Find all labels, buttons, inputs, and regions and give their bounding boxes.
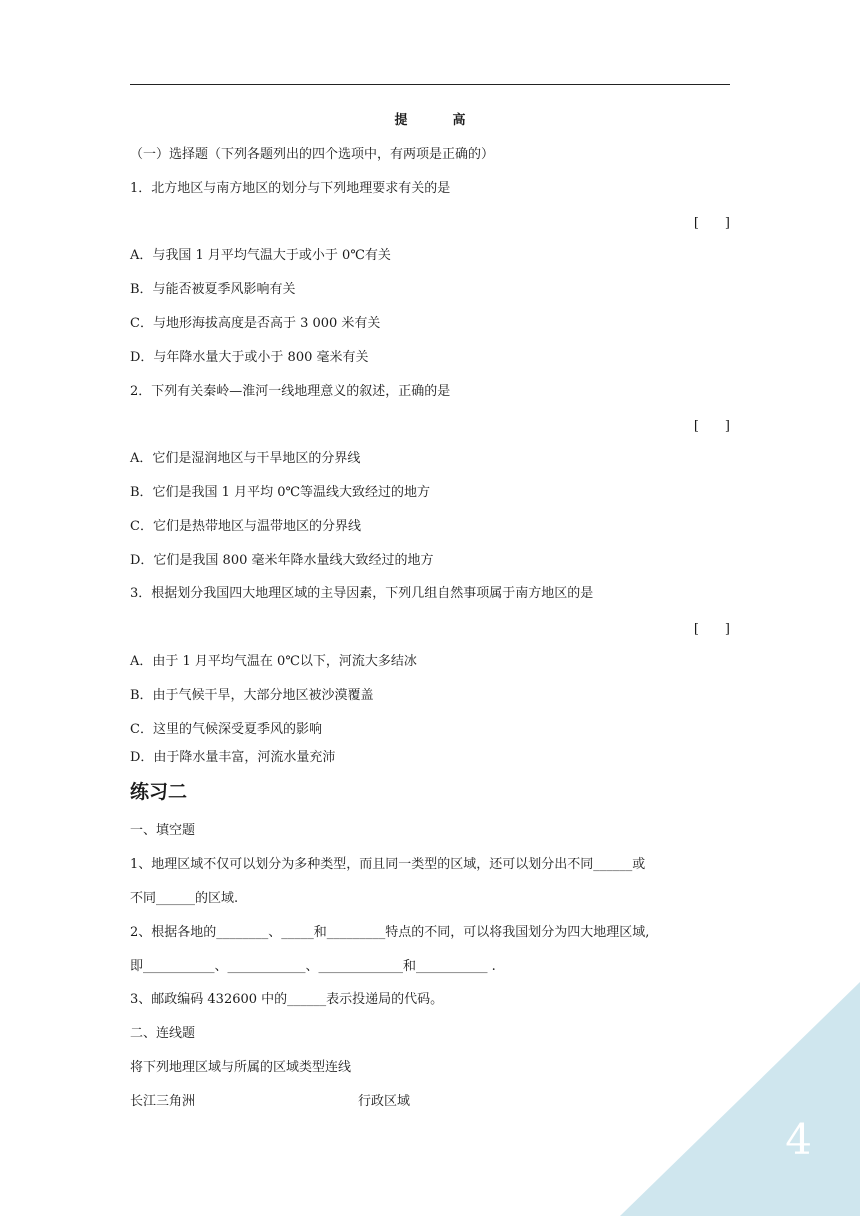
question-1-stem: 1．北方地区与南方地区的划分与下列地理要求有关的是 bbox=[130, 181, 451, 196]
question-1-option-a: A．与我国 1 月平均气温大于或小于 0℃有关 bbox=[130, 248, 391, 263]
fill-blank-line-2: 不同______的区域. bbox=[130, 891, 239, 906]
question-2-option-b: B．它们是我国 1 月平均 0℃等温线大致经过的地方 bbox=[130, 485, 431, 500]
question-3-option-d: D．由于降水量丰富，河流水量充沛 bbox=[130, 750, 336, 765]
question-3-option-b: B．由于气候干旱，大部分地区被沙漠覆盖 bbox=[130, 688, 374, 703]
question-2-option-a: A．它们是湿润地区与干旱地区的分界线 bbox=[130, 451, 361, 466]
fill-blank-heading: 一、填空题 bbox=[130, 823, 196, 838]
matching-right-item: 行政区域 bbox=[358, 1094, 411, 1109]
fill-blank-line-3: 2、根据各地的________、_____和_________特点的不同，可以将我国划分为四大地理区域, bbox=[130, 925, 650, 940]
matching-heading: 二、连线题 bbox=[130, 1026, 196, 1041]
matching-left-item: 长江三角洲 bbox=[130, 1094, 196, 1109]
question-3-bracket: [ ] bbox=[693, 622, 730, 637]
question-2-option-d: D．它们是我国 800 毫米年降水量线大致经过的地方 bbox=[130, 553, 434, 568]
question-3-option-c: C．这里的气候深受夏季风的影响 bbox=[130, 722, 322, 737]
page-number: 4 bbox=[785, 1115, 812, 1164]
question-2-option-c: C．它们是热带地区与温带地区的分界线 bbox=[130, 519, 361, 534]
question-1-option-b: B．与能否被夏季风影响有关 bbox=[130, 282, 296, 297]
fill-blank-line-4: 即___________、____________、_____________和___________ . bbox=[130, 959, 496, 974]
corner-decoration bbox=[620, 982, 860, 1216]
section-title: 提 高 bbox=[394, 113, 482, 128]
fill-blank-line-1: 1、地理区域不仅可以划分为多种类型，而且同一类型的区域，还可以划分出不同______或 bbox=[130, 857, 646, 872]
part1-heading: （一）选择题（下列各题列出的四个选项中，有两项是正确的） bbox=[130, 147, 495, 162]
fill-blank-line-5: 3、邮政编码 432600 中的______表示投递局的代码。 bbox=[130, 992, 444, 1007]
exercise-title: 练习二 bbox=[130, 781, 188, 803]
question-2-stem: 2．下列有关秦岭—淮河一线地理意义的叙述，正确的是 bbox=[130, 384, 451, 399]
question-1-option-d: D．与年降水量大于或小于 800 毫米有关 bbox=[130, 350, 369, 365]
matching-instruction: 将下列地理区域与所属的区域类型连线 bbox=[130, 1060, 352, 1075]
question-3-stem: 3．根据划分我国四大地理区域的主导因素，下列几组自然事项属于南方地区的是 bbox=[130, 586, 594, 601]
question-1-option-c: C．与地形海拔高度是否高于 3 000 米有关 bbox=[130, 316, 381, 331]
header-rule bbox=[130, 84, 730, 85]
question-2-bracket: [ ] bbox=[693, 419, 730, 434]
question-1-bracket: [ ] bbox=[693, 216, 730, 231]
question-3-option-a: A．由于 1 月平均气温在 0℃以下，河流大多结冰 bbox=[130, 654, 417, 669]
